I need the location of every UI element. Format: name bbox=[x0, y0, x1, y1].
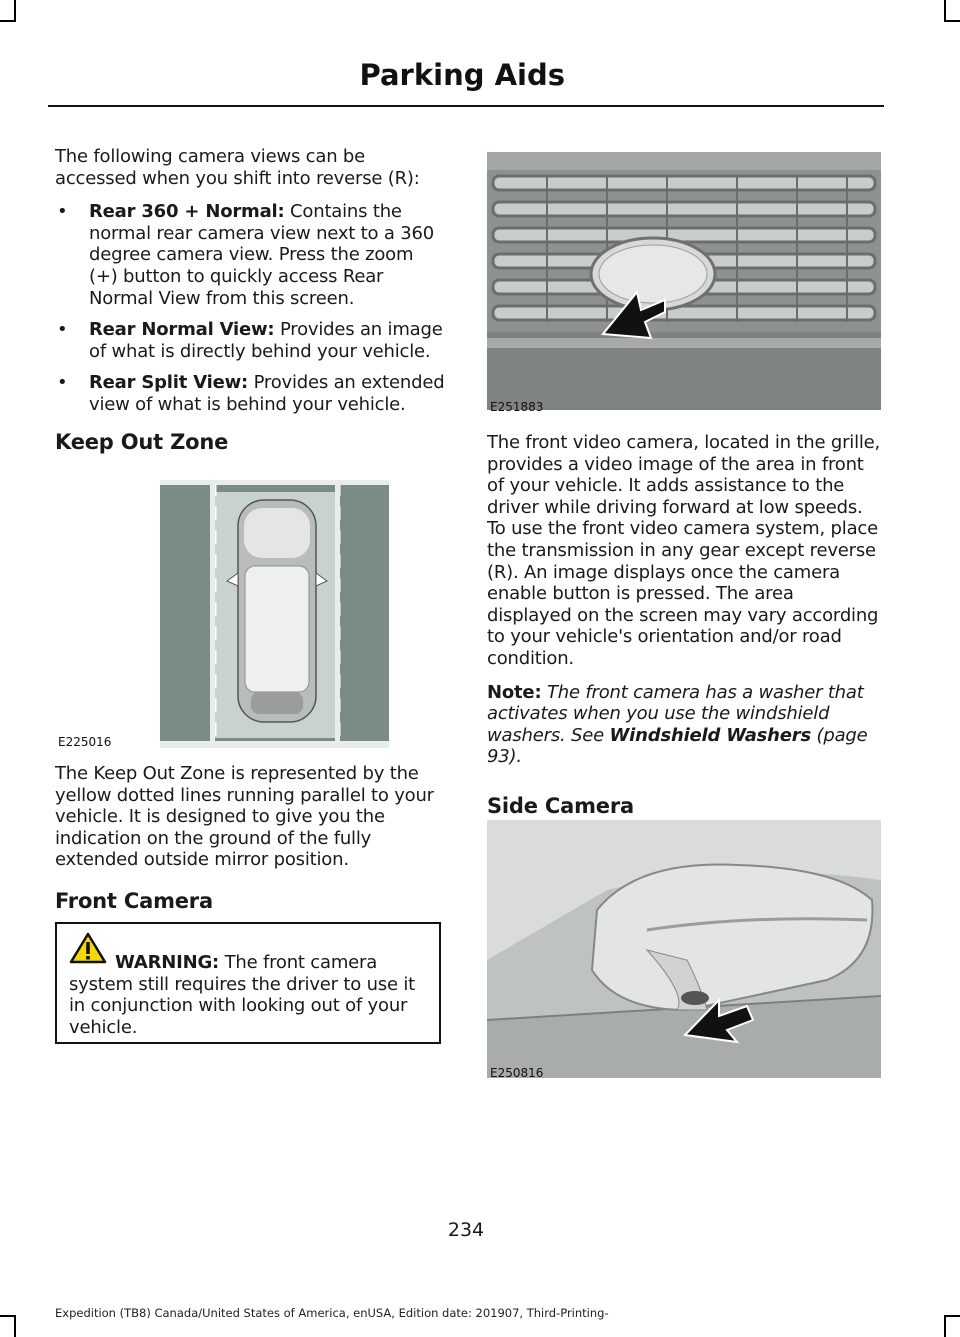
header-divider bbox=[48, 105, 884, 107]
left-column bbox=[55, 146, 447, 454]
windshield-washers-link[interactable]: Windshield Washers bbox=[609, 724, 811, 746]
crop-mark bbox=[944, 1315, 946, 1337]
warning-box: WARNING: The front camera system still requires the driver to use it in conjunction with looking out of your vehicle. bbox=[55, 922, 441, 1044]
footer-edition-text: Expedition (TB8) Canada/United States of America, enUSA, Edition date: 201907, Third-Printing- bbox=[55, 1306, 609, 1320]
figure-id: E225016 bbox=[58, 735, 112, 749]
warning-icon bbox=[69, 932, 107, 968]
page-title: Parking Aids bbox=[359, 58, 565, 92]
figure-id: E250816 bbox=[490, 1066, 544, 1080]
crop-mark bbox=[944, 20, 960, 22]
camera-views-intro: The following camera views can be accessed when you shift into reverse (R): bbox=[55, 146, 420, 189]
list-item: • Rear 360 + Normal: Contains the normal rear camera view next to a 360 degree camera view. Press the zoom (+) button to quickly access Rear Normal View from this screen. bbox=[57, 201, 434, 309]
camera-views-list bbox=[55, 201, 447, 415]
keep-out-description: The Keep Out Zone is represented by the yellow dotted lines running parallel to your vehicle. It is designed to give you the indication on the ground of the fully extended outside mirror position. Front Camera bbox=[55, 763, 447, 913]
side-camera-heading: Side Camera bbox=[487, 793, 634, 818]
front-camera-heading: Front Camera bbox=[55, 888, 213, 913]
front-grille-figure bbox=[487, 152, 881, 414]
keep-out-zone-figure bbox=[55, 478, 391, 750]
crop-mark bbox=[14, 1315, 16, 1337]
warning-label: WARNING: bbox=[115, 952, 220, 973]
side-mirror-figure bbox=[487, 820, 881, 1078]
front-camera-note: Note: The front camera has a washer that activates when you use the windshield washers. See Windshield Washers (page 93). bbox=[487, 681, 868, 768]
keep-out-zone-heading: Keep Out Zone bbox=[55, 429, 229, 454]
crop-mark bbox=[14, 0, 16, 22]
figure-id: E251883 bbox=[490, 400, 544, 414]
front-camera-description: The front video camera, located in the grille, provides a video image of the area in front of your vehicle. It adds assistance to the driver while driving forward at low speeds. To use the front video camera system, place the transmission in any gear except reverse (R). An image displays once the camera enable button is pressed. The area displayed on the screen may vary according to your vehicle's orientation and/or road condition. Note: The front camera has a washer that activates when you use the windshield washers. See Windshield Washers (page 93). Side Camera bbox=[487, 432, 881, 818]
list-item: • Rear Normal View: Provides an image of what is directly behind your vehicle. bbox=[57, 319, 443, 362]
page-number: 234 bbox=[447, 1219, 485, 1241]
crop-mark bbox=[944, 0, 946, 22]
list-item: • Rear Split View: Provides an extended view of what is behind your vehicle. bbox=[57, 372, 445, 415]
crop-mark bbox=[0, 20, 16, 22]
crop-mark bbox=[0, 1315, 16, 1317]
crop-mark bbox=[944, 1315, 960, 1317]
